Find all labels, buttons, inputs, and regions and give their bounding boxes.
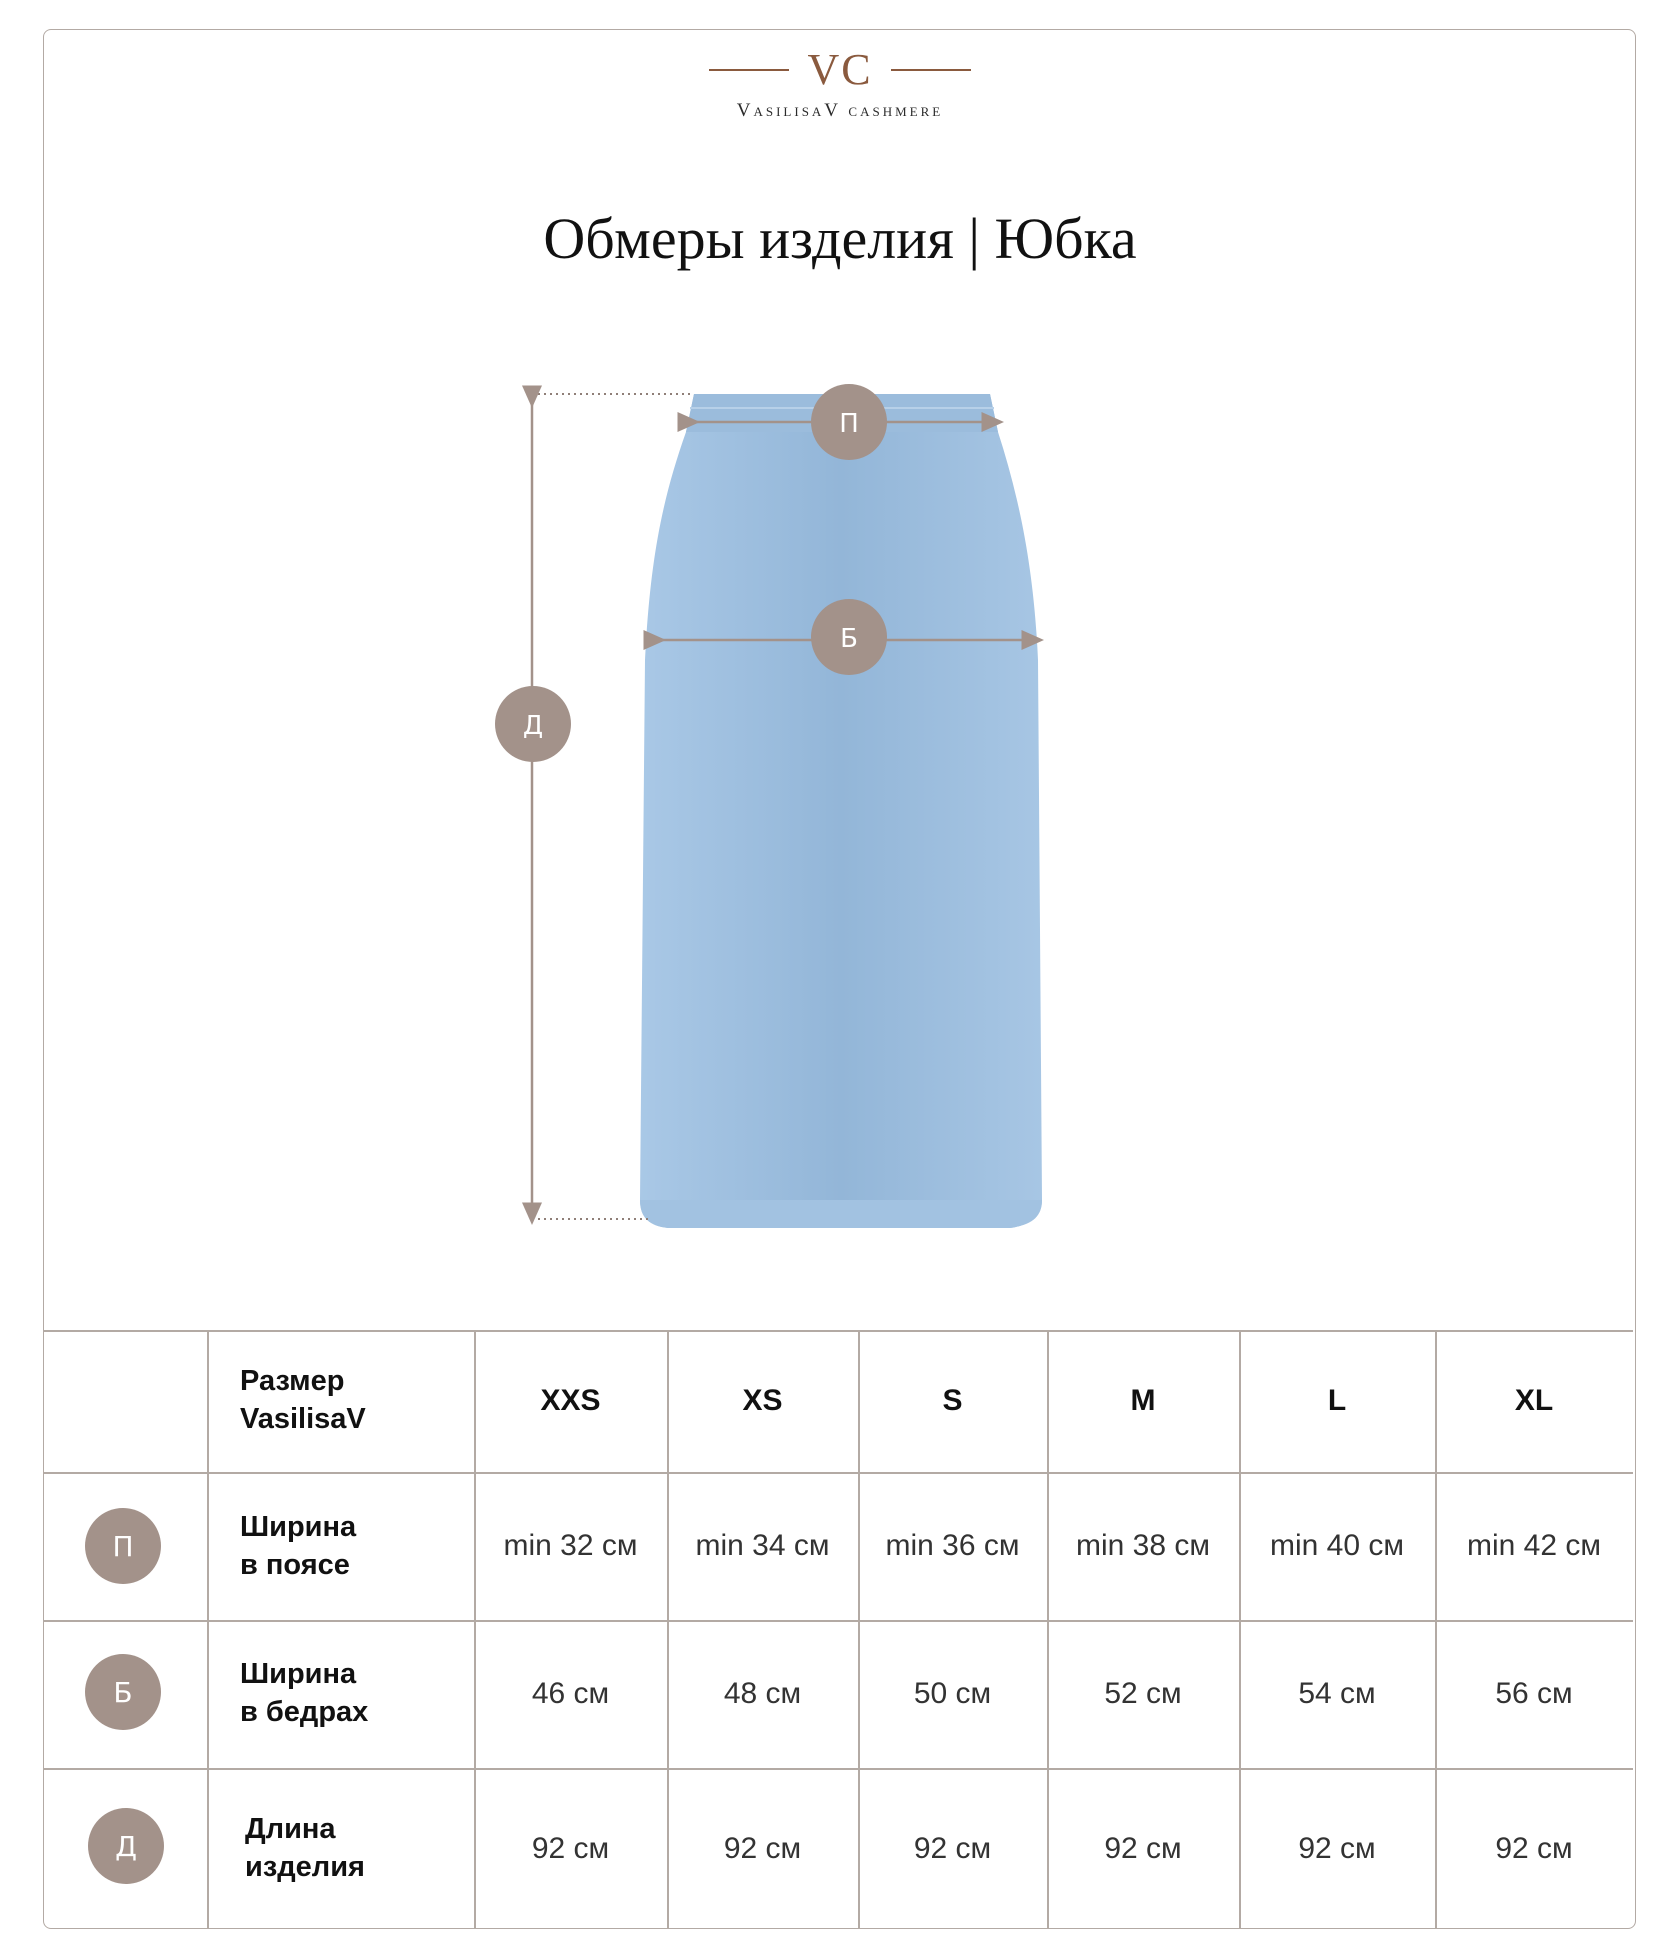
waist-row-badge: П bbox=[85, 1508, 161, 1584]
size-header-line2: VasilisaV bbox=[240, 1403, 366, 1435]
hips-xs-value: 48 см bbox=[723, 1677, 802, 1710]
skirt-shape bbox=[640, 394, 1042, 1228]
length-m-value: 92 см bbox=[1104, 1831, 1182, 1865]
waist-xs-value: min 34 см bbox=[695, 1529, 830, 1562]
waist-l-value: min 40 см bbox=[1269, 1529, 1404, 1562]
size-header-label bbox=[240, 1362, 366, 1438]
length-row-label-line1: Длина bbox=[245, 1813, 336, 1845]
length-xxs-value: 92 см bbox=[531, 1831, 610, 1865]
length-xl-value: 92 см bbox=[1495, 1831, 1573, 1865]
size-s-header: S bbox=[942, 1384, 963, 1417]
size-xxs-header: XXS bbox=[540, 1384, 601, 1417]
size-xs-header: XS bbox=[742, 1384, 783, 1417]
waist-s-value: min 36 см bbox=[885, 1529, 1020, 1562]
hips-s-value: 50 см bbox=[913, 1677, 992, 1710]
waist-xxs-value: min 32 см bbox=[503, 1529, 638, 1562]
waist-xl-value: min 42 см bbox=[1466, 1529, 1601, 1562]
size-header-line1: Размер bbox=[240, 1365, 345, 1397]
brand-name: VasilisaV cashmere bbox=[736, 100, 944, 121]
length-row-badge: Д bbox=[88, 1808, 164, 1884]
waist-row-label-line1: Ширина bbox=[240, 1511, 357, 1543]
length-xs-value: 92 см bbox=[723, 1831, 802, 1865]
length-s-value: 92 см bbox=[913, 1831, 992, 1865]
hips-row-badge: Б bbox=[85, 1654, 161, 1730]
length-row-label bbox=[245, 1810, 365, 1886]
hips-row-label-line1: Ширина bbox=[240, 1658, 357, 1690]
hips-l-value: 54 см bbox=[1298, 1677, 1376, 1710]
hips-xl-value: 56 см bbox=[1495, 1677, 1573, 1710]
size-table bbox=[43, 1330, 1636, 1929]
length-l-value: 92 см bbox=[1298, 1831, 1376, 1865]
hips-marker-label: Б bbox=[840, 624, 858, 654]
skirt-hem bbox=[640, 1200, 1042, 1228]
hips-row-label-line2: в бедрах bbox=[240, 1696, 369, 1728]
waist-row-label bbox=[240, 1508, 356, 1584]
waist-marker-label: П bbox=[839, 409, 859, 439]
table-col-rule bbox=[207, 1330, 209, 1929]
length-row-label-line2: изделия bbox=[245, 1851, 365, 1883]
size-m-header: M bbox=[1130, 1384, 1156, 1417]
page-title: Обмеры изделия | Юбка bbox=[543, 206, 1137, 271]
size-xl-header: XL bbox=[1514, 1384, 1554, 1417]
hips-xxs-value: 46 см bbox=[531, 1677, 610, 1710]
length-marker-label: Д bbox=[522, 711, 544, 741]
waist-m-value: min 38 см bbox=[1075, 1529, 1210, 1562]
hips-row-label bbox=[240, 1655, 368, 1731]
logo-monogram: VC bbox=[807, 45, 873, 94]
size-l-header: L bbox=[1327, 1384, 1347, 1417]
waist-row-label-line2: в поясе bbox=[240, 1549, 350, 1581]
hips-m-value: 52 см bbox=[1104, 1677, 1182, 1710]
